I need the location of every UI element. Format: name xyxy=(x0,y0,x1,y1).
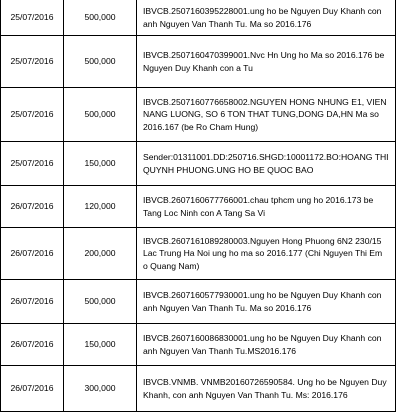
amount-cell: 120,000 xyxy=(64,186,137,228)
amount-cell: 200,000 xyxy=(64,228,137,280)
description-cell: IBVCB.2507160395228001.ung ho be Nguyen Duy Khanh con anh Nguyen Van Thanh Tu. Ma so 2016.176 xyxy=(137,0,396,36)
date-cell: 26/07/2016 xyxy=(1,228,64,280)
table-row xyxy=(1,88,396,142)
date-cell: 26/07/2016 xyxy=(1,280,64,324)
amount-cell: 150,000 xyxy=(64,142,137,186)
amount-cell: 150,000 xyxy=(64,324,137,366)
table-row xyxy=(1,280,396,324)
date-cell: 26/07/2016 xyxy=(1,366,64,412)
description-cell: IBVCB.VNMB. VNMB20160726590584. Ung ho be Nguyen Duy Khanh, con anh Nguyen Van Thanh Tu. Ms: 2016.176 xyxy=(137,366,396,412)
amount-cell: 300,000 xyxy=(64,366,137,412)
date-cell: 25/07/2016 xyxy=(1,142,64,186)
description-cell: IBVCB.2607160086830001.ung ho be Nguyen Duy Khanh con anh Nguyen Van Thanh Tu.MS2016.176 xyxy=(137,324,396,366)
table-row xyxy=(1,228,396,280)
table-row xyxy=(1,366,396,412)
description-cell: IBVCB.2607160577930001.ung ho be Nguyen Duy Khanh con anh Nguyen Van Thanh Tu. Ma so 2016.176 xyxy=(137,280,396,324)
table-row xyxy=(1,324,396,366)
date-cell: 25/07/2016 xyxy=(1,36,64,88)
description-cell: IBVCB.2507160776658002.NGUYEN HONG NHUNG E1, VIEN NANG LUONG, SO 6 TON THAT TUNG,DONG DA,HN Ma so 2016.167 (be Ro Cham Hung) xyxy=(137,88,396,142)
description-cell: IBVCB.2507160470399001.Nvc Hn Ung ho Ma so 2016.176 be Nguyen Duy Khanh con a Tu xyxy=(137,36,396,88)
amount-cell: 500,000 xyxy=(64,280,137,324)
table-row xyxy=(1,186,396,228)
date-cell: 26/07/2016 xyxy=(1,186,64,228)
amount-cell: 500,000 xyxy=(64,36,137,88)
table-row xyxy=(1,36,396,88)
date-cell: 26/07/2016 xyxy=(1,324,64,366)
amount-cell: 500,000 xyxy=(64,88,137,142)
amount-cell: 500,000 xyxy=(64,0,137,36)
description-cell: IBVCB.2607160677766001.chau tphcm ung ho 2016.173 be Tang Loc Ninh con A Tang Sa Vi xyxy=(137,186,396,228)
description-cell: Sender:01311001.DD:250716.SHGD:10001172.BO:HOANG THI QUYNH PHUONG.UNG HO BE QUOC BAO xyxy=(137,142,396,186)
date-cell: 25/07/2016 xyxy=(1,0,64,36)
table-row xyxy=(1,0,396,36)
table-row xyxy=(1,142,396,186)
description-cell: IBVCB.2607161089280003.Nguyen Hong Phuong 6N2 230/15 Lac Trung Ha Noi ung ho ma so 2016.177 (Chi Nguyen Thi Em o Quang Nam) xyxy=(137,228,396,280)
date-cell: 25/07/2016 xyxy=(1,88,64,142)
